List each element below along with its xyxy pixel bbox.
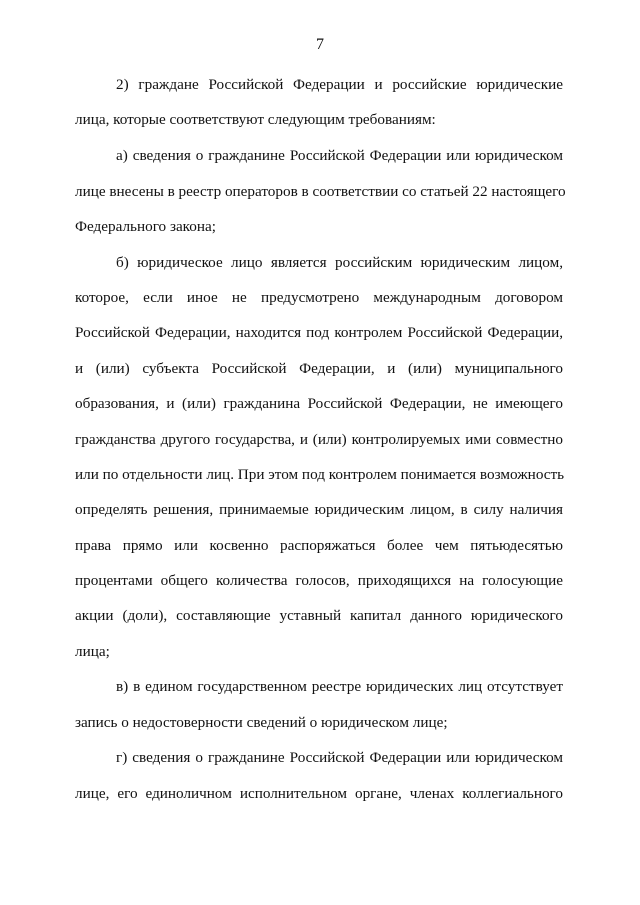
item-b-line-10: процентами общего количества голосов, приходящихся на голосующие xyxy=(75,572,563,589)
paragraph-2-line-1: 2) граждане Российской Федерации и российские юридические xyxy=(116,76,563,93)
item-a-line-2: лице внесены в реестр операторов в соответствии со статьей 22 настоящего xyxy=(75,183,566,200)
item-b-line-9: права прямо или косвенно распоряжаться более чем пятьюдесятью xyxy=(75,537,563,554)
item-a-line-3: Федерального закона; xyxy=(75,218,216,235)
item-b-line-11: акции (доли), составляющие уставный капитал данного юридического xyxy=(75,607,563,624)
item-b-line-8: определять решения, принимаемые юридическим лицом, в силу наличия xyxy=(75,501,563,518)
item-b-line-7: или по отдельности лиц. При этом под контролем понимается возможность xyxy=(75,466,565,483)
item-b-line-1: б) юридическое лицо является российским юридическим лицом, xyxy=(116,254,563,271)
item-g-line-2: лице, его единоличном исполнительном органе, членах коллегиального xyxy=(75,785,563,802)
item-v-line-2: запись о недостоверности сведений о юридическом лице; xyxy=(75,714,448,731)
item-b-line-5: образования, и (или) гражданина Российской Федерации, не имеющего xyxy=(75,395,563,412)
item-b-line-4: и (или) субъекта Российской Федерации, и (или) муниципального xyxy=(75,360,563,377)
item-g-line-1: г) сведения о гражданине Российской Федерации или юридическом xyxy=(116,749,563,766)
item-b-line-12: лица; xyxy=(75,643,110,660)
paragraph-2-line-2: лица, которые соответствуют следующим требованиям: xyxy=(75,111,436,128)
item-v-line-1: в) в едином государственном реестре юридических лиц отсутствует xyxy=(116,678,563,695)
item-b-line-6: гражданства другого государства, и (или) контролируемых ими совместно xyxy=(75,431,563,448)
page-number: 7 xyxy=(316,36,324,53)
item-b-line-3: Российской Федерации, находится под контролем Российской Федерации, xyxy=(75,324,563,341)
item-b-line-2: которое, если иное не предусмотрено международным договором xyxy=(75,289,563,306)
item-a-line-1: а) сведения о гражданине Российской Федерации или юридическом xyxy=(116,147,563,164)
